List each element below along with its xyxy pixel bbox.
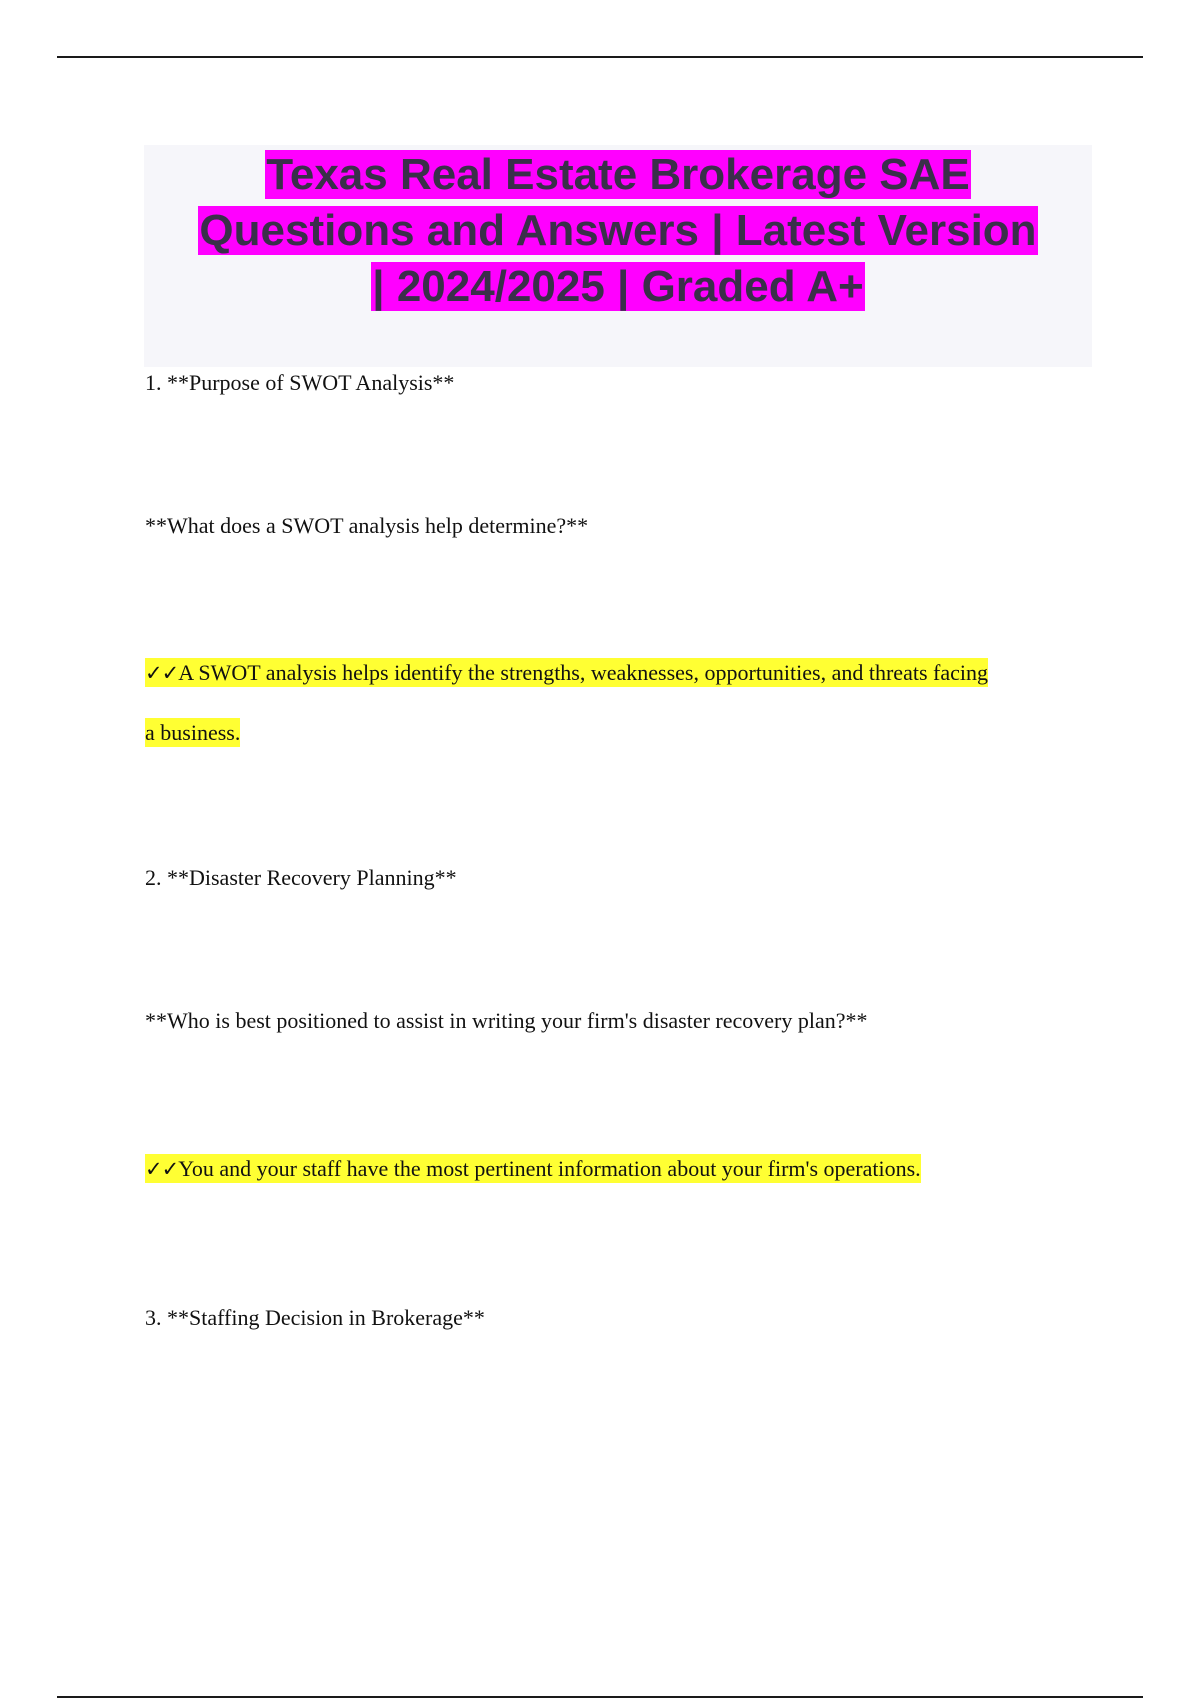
- title-line-2: Questions and Answers | Latest Version: [199, 206, 1037, 255]
- item-2-question: **Who is best positioned to assist in writing your firm's disaster recovery plan?**: [145, 1008, 868, 1033]
- double-check-icon: ✓✓: [145, 661, 179, 685]
- top-rule: [57, 56, 1143, 58]
- item-2-heading: 2. **Disaster Recovery Planning**: [145, 865, 457, 890]
- document-title: [144, 145, 1092, 315]
- title-block: [144, 145, 1092, 367]
- item-1-question: **What does a SWOT analysis help determine?**: [145, 513, 589, 538]
- item-2-answer-line-1: [145, 1154, 921, 1184]
- bottom-rule: [57, 1696, 1143, 1698]
- double-check-icon: ✓✓: [145, 1157, 179, 1181]
- item-1-heading: 1. **Purpose of SWOT Analysis**: [145, 370, 455, 395]
- item-1-answer-line-2: [145, 718, 240, 748]
- title-line-1: Texas Real Estate Brokerage SAE: [266, 150, 970, 199]
- title-line-3: | 2024/2025 | Graded A+: [372, 262, 864, 311]
- item-1-answer-text-2: a business.: [145, 720, 241, 745]
- item-3-heading: 3. **Staffing Decision in Brokerage**: [145, 1305, 485, 1330]
- item-1-answer-text-1: A SWOT analysis helps identify the strengths, weaknesses, opportunities, and threats facing: [178, 660, 988, 685]
- item-1-answer-line-1: [145, 658, 988, 688]
- item-2-answer-text-1: You and your staff have the most pertinent information about your firm's operations.: [178, 1156, 921, 1181]
